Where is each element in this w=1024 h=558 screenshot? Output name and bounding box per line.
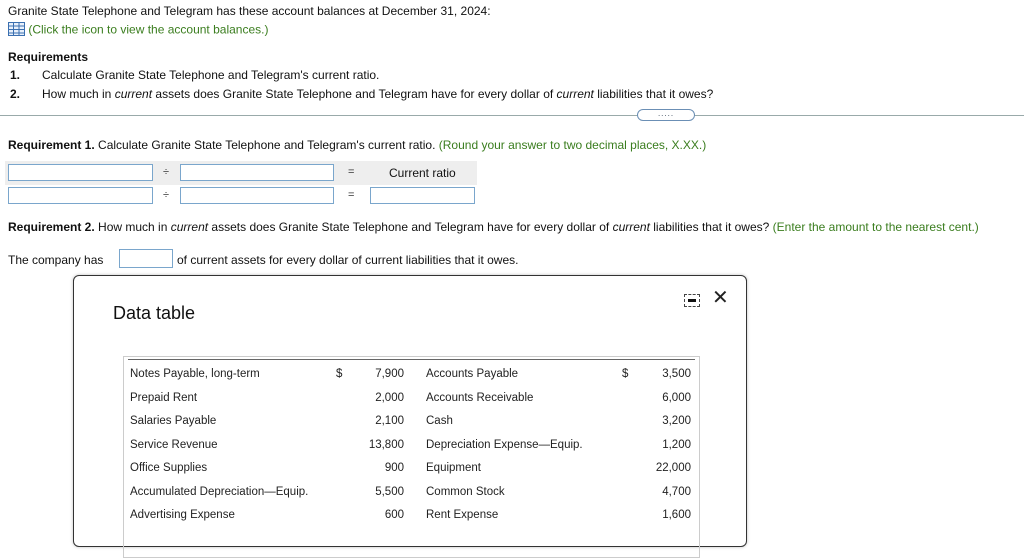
account-value: 2,000 bbox=[375, 391, 404, 404]
minimize-icon bbox=[688, 299, 696, 302]
account-balances-table bbox=[123, 356, 700, 558]
divide-symbol: ÷ bbox=[163, 189, 170, 201]
account-value: 1,200 bbox=[662, 438, 691, 451]
table-row bbox=[124, 486, 699, 504]
account-value: 1,600 bbox=[662, 509, 691, 521]
table-row bbox=[124, 439, 699, 457]
minimize-button[interactable] bbox=[684, 294, 700, 307]
account-name: Salaries Payable bbox=[130, 415, 217, 427]
account-name: Accumulated Depreciation—Equip. bbox=[130, 485, 309, 498]
divide-symbol: ÷ bbox=[163, 166, 170, 178]
equals-symbol: = bbox=[348, 189, 355, 201]
requirement-1-text: Calculate Granite State Telephone and Telegram's current ratio. bbox=[42, 68, 380, 82]
table-row bbox=[124, 509, 699, 527]
account-value: 4,700 bbox=[662, 485, 691, 498]
equals-symbol: = bbox=[348, 166, 355, 178]
account-name: Office Supplies bbox=[130, 462, 208, 474]
account-name: Cash bbox=[426, 415, 453, 427]
requirement-2-text: How much in current assets does Granite State Telephone and Telegram have for every dollar of current liabilities that it owes? bbox=[42, 87, 714, 101]
account-name: Rent Expense bbox=[426, 509, 499, 521]
account-balances-link[interactable] bbox=[8, 22, 268, 39]
click-instruction[interactable]: (Click the icon to view the account balances.) bbox=[28, 22, 269, 37]
account-name: Accounts Payable bbox=[426, 368, 519, 380]
current-ratio-input[interactable] bbox=[370, 187, 475, 204]
current-ratio-label: Current ratio bbox=[389, 166, 456, 180]
data-table-title: Data table bbox=[113, 303, 196, 323]
assets-per-dollar-suffix: of current assets for every dollar of current liabilities that it owes. bbox=[177, 253, 519, 267]
account-value: 3,200 bbox=[662, 415, 691, 427]
account-value: 13,800 bbox=[368, 438, 404, 451]
assets-per-dollar-input[interactable] bbox=[119, 249, 173, 268]
table-row bbox=[124, 415, 699, 433]
account-name: Advertising Expense bbox=[130, 509, 235, 521]
close-button[interactable] bbox=[712, 288, 729, 308]
intro-text: Granite State Telephone and Telegram has these account balances at December 31, 2024: bbox=[8, 4, 491, 18]
account-name: Notes Payable, long-term bbox=[130, 368, 260, 380]
account-value: 900 bbox=[384, 462, 404, 474]
account-name: Depreciation Expense—Equip. bbox=[426, 438, 583, 451]
account-value: 22,000 bbox=[655, 462, 691, 474]
section-divider bbox=[0, 115, 1024, 116]
account-value: 600 bbox=[384, 509, 404, 521]
dollar-sign: $ bbox=[336, 368, 343, 380]
table-row bbox=[124, 462, 699, 480]
requirement-2-heading: Requirement 2. How much in current assets does Granite State Telephone and Telegram have for every dollar of current liabilities that it owes? (Enter the amount to the nearest cent.) bbox=[8, 220, 979, 234]
requirement-1-heading: Requirement 1. Calculate Granite State Telephone and Telegram's current ratio. (Round your answer to two decimal places, X.XX.) bbox=[8, 138, 707, 152]
account-name: Service Revenue bbox=[130, 438, 218, 451]
close-icon: ✕ bbox=[712, 287, 729, 309]
account-name: Common Stock bbox=[426, 485, 505, 498]
dollar-sign: $ bbox=[622, 368, 629, 380]
requirements-title: Requirements bbox=[8, 50, 89, 64]
table-icon[interactable] bbox=[8, 22, 25, 39]
account-value: 7,900 bbox=[375, 368, 404, 380]
numerator-label-input[interactable] bbox=[8, 164, 153, 181]
denominator-label-input[interactable] bbox=[180, 164, 334, 181]
denominator-value-input[interactable] bbox=[180, 187, 334, 204]
account-name: Accounts Receivable bbox=[426, 391, 534, 404]
account-value: 3,500 bbox=[662, 368, 691, 380]
account-name: Prepaid Rent bbox=[130, 391, 198, 404]
data-table-dialog bbox=[73, 275, 747, 547]
requirement-1-number: 1. bbox=[10, 68, 21, 82]
company-has-label: The company has bbox=[8, 253, 104, 267]
expand-toggle-button[interactable]: ..... bbox=[637, 109, 695, 121]
account-value: 5,500 bbox=[375, 485, 404, 498]
account-value: 2,100 bbox=[375, 415, 404, 427]
account-name: Equipment bbox=[426, 462, 481, 474]
table-row bbox=[124, 392, 699, 410]
numerator-value-input[interactable] bbox=[8, 187, 153, 204]
requirement-2-number: 2. bbox=[10, 87, 21, 101]
table-row bbox=[124, 368, 699, 386]
account-value: 6,000 bbox=[662, 391, 691, 404]
